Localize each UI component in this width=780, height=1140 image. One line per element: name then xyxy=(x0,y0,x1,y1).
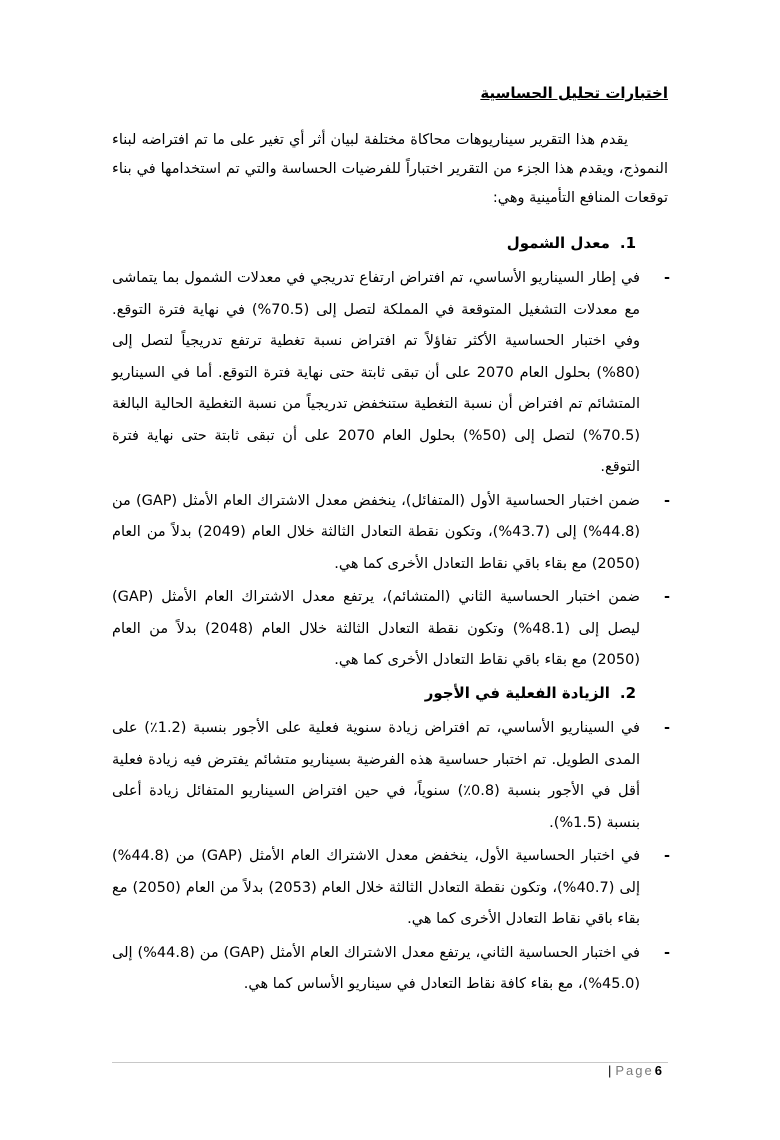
section-heading-wages xyxy=(425,684,636,702)
list-item xyxy=(112,713,668,839)
list-item xyxy=(112,486,668,581)
bullet-text: ضمن اختبار الحساسية الأول (المتفائل)، ينخفض معدل الاشتراك العام الأمثل (GAP) من (44.8%) إلى (43.7%)، وتكون نقطة التعادل الثالثة خلال العام (2049) بدلاً من العام (2050) مع بقاء باقي نقاط التعادل الأخرى كما هي. xyxy=(112,492,640,572)
section-title: معدل الشمول xyxy=(506,234,610,252)
list-item xyxy=(112,263,668,484)
bullet-text: في السيناريو الأساسي، تم افتراض زيادة سنوية فعلية على الأجور بنسبة (1.2٪) على المدى الطويل. تم اختبار حساسية هذه الفرضية بسيناريو متشائم يفترض فيه زيادة فعلية أقل في الأجور بنسبة (0.8٪) سنوياً، في حين افتراض السيناريو المتفائل زيادة أعلى بنسبة (1.5%). xyxy=(112,720,640,831)
list-item xyxy=(112,582,668,677)
page-footer xyxy=(608,1063,662,1078)
bullet-dash-icon: - xyxy=(663,944,670,961)
footer-divider xyxy=(112,1062,668,1063)
section-title: الزيادة الفعلية في الأجور xyxy=(424,684,610,702)
footer-page-label: Page xyxy=(615,1063,654,1078)
bullet-text: في اختبار الحساسية الثاني، يرتفع معدل الاشتراك العام الأمثل (GAP) من (44.8%) إلى (45.0%)، مع بقاء كافة نقاط التعادل في سيناريو الأساس كما هي. xyxy=(112,944,640,992)
footer-separator: | xyxy=(608,1063,612,1078)
list-item xyxy=(112,841,668,936)
section-number: 2. xyxy=(619,684,636,702)
list-item xyxy=(112,938,668,1001)
bullet-text: في إطار السيناريو الأساسي، تم افتراض ارتفاع تدريجي في معدلات الشمول بما يتماشى مع معدلات التشغيل المتوقعة في المملكة لتصل إلى (70.5%) في نهاية فترة التوقع. وفي اختبار الحساسية الأكثر تفاؤلاً تم افتراض نسبة تغطية ترتفع تدريجياً لتصل إلى (80%) بحلول العام 2070 على أن تبقى ثابتة حتى نهاية فترة التوقع. أما في السيناريو المتشائم تم افتراض أن نسبة التغطية ستنخفض تدريجياً من نسبة التغطية الحالية البالغة (70.5%) لتصل إلى (50%) بحلول العام 2070 على أن تبقى ثابتة حتى نهاية فترة التوقع. xyxy=(112,270,640,475)
page-number: 6 xyxy=(654,1063,662,1078)
bullet-dash-icon: - xyxy=(663,848,670,864)
bullet-dash-icon: - xyxy=(663,270,670,286)
intro-paragraph: يقدم هذا التقرير سيناريوهات محاكاة مختلفة لبيان أثر أي تغير على ما تم افتراضه لبناء النموذج، ويقدم هذا الجزء من التقرير اختباراً للفرضيات الحساسة والتي تم استخدامها في بناء توقعات المنافع التأمينية وهي: xyxy=(112,132,668,206)
section-heading-coverage xyxy=(507,234,636,252)
bullet-dash-icon: - xyxy=(663,589,670,605)
section-1-bullets xyxy=(112,263,668,677)
section-number: 1. xyxy=(619,234,636,252)
bullet-text: في اختبار الحساسية الأول، ينخفض معدل الاشتراك العام الأمثل (GAP) من (44.8%) إلى (40.7%)، وتكون نقطة التعادل الثالثة خلال العام (2053) بدلاً من العام (2050) مع بقاء باقي نقاط التعادل الأخرى كما هي. xyxy=(112,848,640,927)
bullet-dash-icon: - xyxy=(663,720,670,736)
bullet-text: ضمن اختبار الحساسية الثاني (المتشائم)، يرتفع معدل الاشتراك العام الأمثل (GAP) ليصل إلى (48.1%) وتكون نقطة التعادل الثالثة خلال العام (2048) بدلاً من العام (2050) مع بقاء باقي نقاط التعادل الأخرى كما هي. xyxy=(112,589,640,668)
page-title: اختبارات تحليل الحساسية xyxy=(480,84,668,102)
bullet-dash-icon: - xyxy=(663,492,670,509)
section-2-bullets xyxy=(112,713,668,1001)
